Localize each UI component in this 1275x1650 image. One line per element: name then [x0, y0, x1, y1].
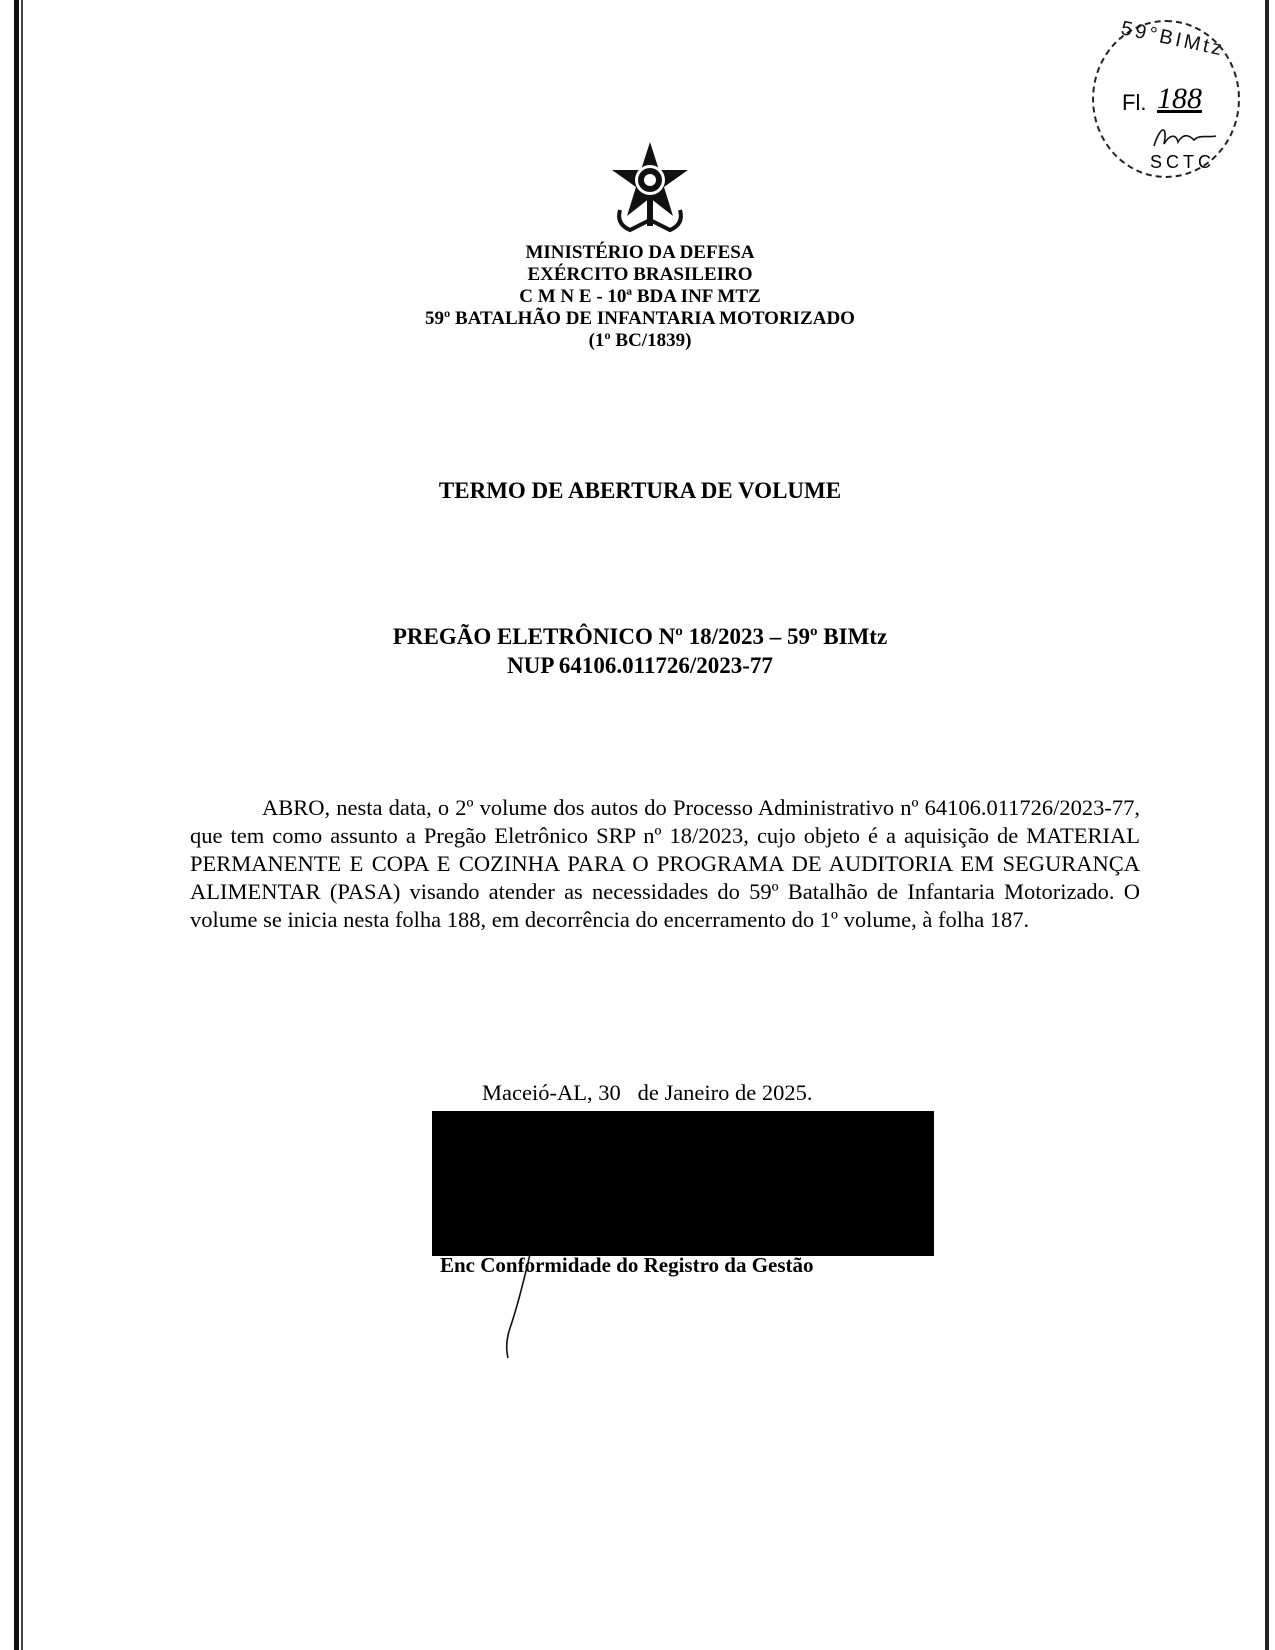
header-command: C M N E - 10ª BDA INF MTZ [519, 286, 761, 307]
page-edge-left [14, 0, 19, 1650]
coat-of-arms-emblem [610, 140, 690, 236]
signer-role: Enc Conformidade do Registro da Gestão [440, 1253, 814, 1277]
institution-header [380, 242, 900, 352]
body-paragraph [190, 794, 1140, 934]
handwritten-signature-stroke [500, 1250, 540, 1360]
stamp-initials-signature [1150, 122, 1220, 152]
stamp-page-prefix: Fl. [1122, 90, 1147, 115]
page-edge-right [1265, 0, 1269, 1650]
stamp-page-number: 188 [1157, 82, 1202, 115]
header-battalion: 59º BATALHÃO DE INFANTARIA MOTORIZADO [425, 308, 855, 329]
header-ministry: MINISTÉRIO DA DEFESA [525, 242, 755, 263]
body-paragraph-text: ABRO, nesta data, o 2º volume dos autos do Processo Administrativo nº 64106.011726/2023-77, que tem como assunto a Pregão Eletrônico SRP nº 18/2023, cujo objeto é a aquisição de MATERIAL PERMANENTE E COPA E COZINHA PARA O PROGRAMA DE AUDITORIA EM SEGURANÇA ALIMENTAR (PASA) visando atender as necessidades do 59º Batalhão de Infantaria Motorizado. O volume se inicia nesta folha 188, em decorrência do encerramento do 1º volume, à folha 187. [190, 795, 1140, 932]
place-and-date: Maceió-AL, 30 de Janeiro de 2025. [482, 1080, 813, 1105]
procurement-reference [300, 622, 980, 680]
header-army: EXÉRCITO BRASILEIRO [527, 264, 753, 285]
document-title: TERMO DE ABERTURA DE VOLUME [438, 478, 842, 503]
stamp-label: 59°BIMtz [1118, 17, 1227, 61]
nup-number: NUP 64106.011726/2023-77 [507, 653, 773, 678]
stamp-bottom-mark: SCTC [1150, 152, 1215, 172]
redacted-signature-block [432, 1111, 934, 1256]
pregao-number: PREGÃO ELETRÔNICO Nº 18/2023 – 59º BIMtz [392, 624, 888, 649]
header-battalion-origin: (1º BC/1839) [588, 330, 692, 351]
